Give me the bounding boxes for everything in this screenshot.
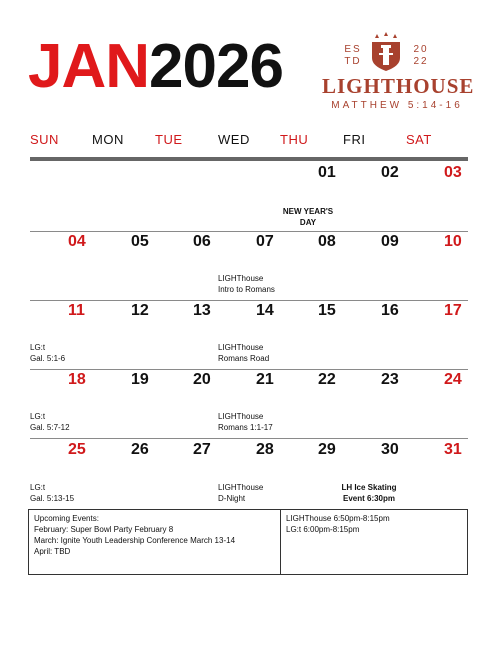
- day-number: 01: [318, 164, 336, 181]
- day-number: 21: [256, 371, 274, 388]
- day-number: 16: [381, 302, 399, 319]
- day-number: 25: [68, 441, 86, 458]
- meeting-times: LIGHThouse 6:50pm-8:15pm LG:t 6:00pm-8:15pm: [286, 514, 390, 534]
- event-lighthouse: LIGHThouse D-Night: [218, 483, 264, 503]
- lighthouse-logo: [322, 22, 475, 118]
- day-number: 04: [68, 233, 86, 250]
- weekday-header: [30, 132, 470, 152]
- day-number: 13: [193, 302, 211, 319]
- footer-box: [28, 509, 468, 575]
- day-number: 07: [256, 233, 274, 250]
- day-number: 15: [318, 302, 336, 319]
- day-number: 12: [131, 302, 149, 319]
- day-number: 26: [131, 441, 149, 458]
- header-divider: [30, 157, 468, 161]
- day-number: 03: [444, 164, 462, 181]
- weekday-mon: MON: [92, 132, 124, 147]
- row-divider: [30, 231, 468, 232]
- day-number: 11: [68, 302, 85, 319]
- day-number: 28: [256, 441, 274, 458]
- calendar-title: [28, 32, 283, 101]
- event-lgt: LG:t Gal. 5:1-6: [30, 343, 66, 363]
- event-new-years-day: NEW YEAR'S DAY: [282, 207, 334, 227]
- day-number: 27: [193, 441, 211, 458]
- row-divider: [30, 438, 468, 439]
- day-number: 17: [444, 302, 462, 319]
- logo-verse: MATTHEW 5:14-16: [331, 100, 463, 111]
- weekday-sun: SUN: [30, 132, 59, 147]
- event-lgt: LG:t Gal. 5:7-12: [30, 412, 70, 432]
- day-number: 29: [318, 441, 336, 458]
- event-ice-skating: LH Ice Skating Event 6:30pm: [341, 483, 397, 503]
- day-number: 23: [381, 371, 399, 388]
- day-number: 18: [68, 371, 86, 388]
- weekday-fri: FRI: [343, 132, 366, 147]
- weekday-tue: TUE: [155, 132, 183, 147]
- lighthouse-shield-icon: [368, 32, 404, 72]
- logo-est: ES TD: [344, 44, 362, 67]
- logo-brand: LIGHTHOUSE: [322, 74, 475, 98]
- day-number: 31: [444, 441, 462, 458]
- day-number: 06: [193, 233, 211, 250]
- logo-year: 20 22: [413, 44, 429, 67]
- day-number: 05: [131, 233, 149, 250]
- upcoming-events: Upcoming Events: February: Super Bowl Party February 8 March: Ignite Youth Leadership Conference March 13-14 April: TBD: [34, 514, 236, 556]
- event-lighthouse: LIGHThouse Intro to Romans: [218, 274, 275, 294]
- event-lighthouse: LIGHThouse Romans 1:1-17: [218, 412, 273, 432]
- day-number: 24: [444, 371, 462, 388]
- day-number: 20: [193, 371, 211, 388]
- day-number: 10: [444, 233, 462, 250]
- day-number: 19: [131, 371, 149, 388]
- footer-divider: [280, 510, 281, 574]
- event-lgt: LG:t Gal. 5:13-15: [30, 483, 75, 503]
- weekday-wed: WED: [218, 132, 250, 147]
- event-lighthouse: LIGHThouse Romans Road: [218, 343, 270, 363]
- day-number: 30: [381, 441, 399, 458]
- day-number: 02: [381, 164, 399, 181]
- row-divider: [30, 369, 468, 370]
- row-divider: [30, 300, 468, 301]
- year-label: 2026: [149, 32, 283, 101]
- weekday-sat: SAT: [406, 132, 432, 147]
- month-label: JAN: [28, 32, 150, 101]
- day-number: 08: [318, 233, 336, 250]
- day-number: 14: [256, 302, 274, 319]
- day-number: 22: [318, 371, 336, 388]
- day-number: 09: [381, 233, 399, 250]
- weekday-thu: THU: [280, 132, 309, 147]
